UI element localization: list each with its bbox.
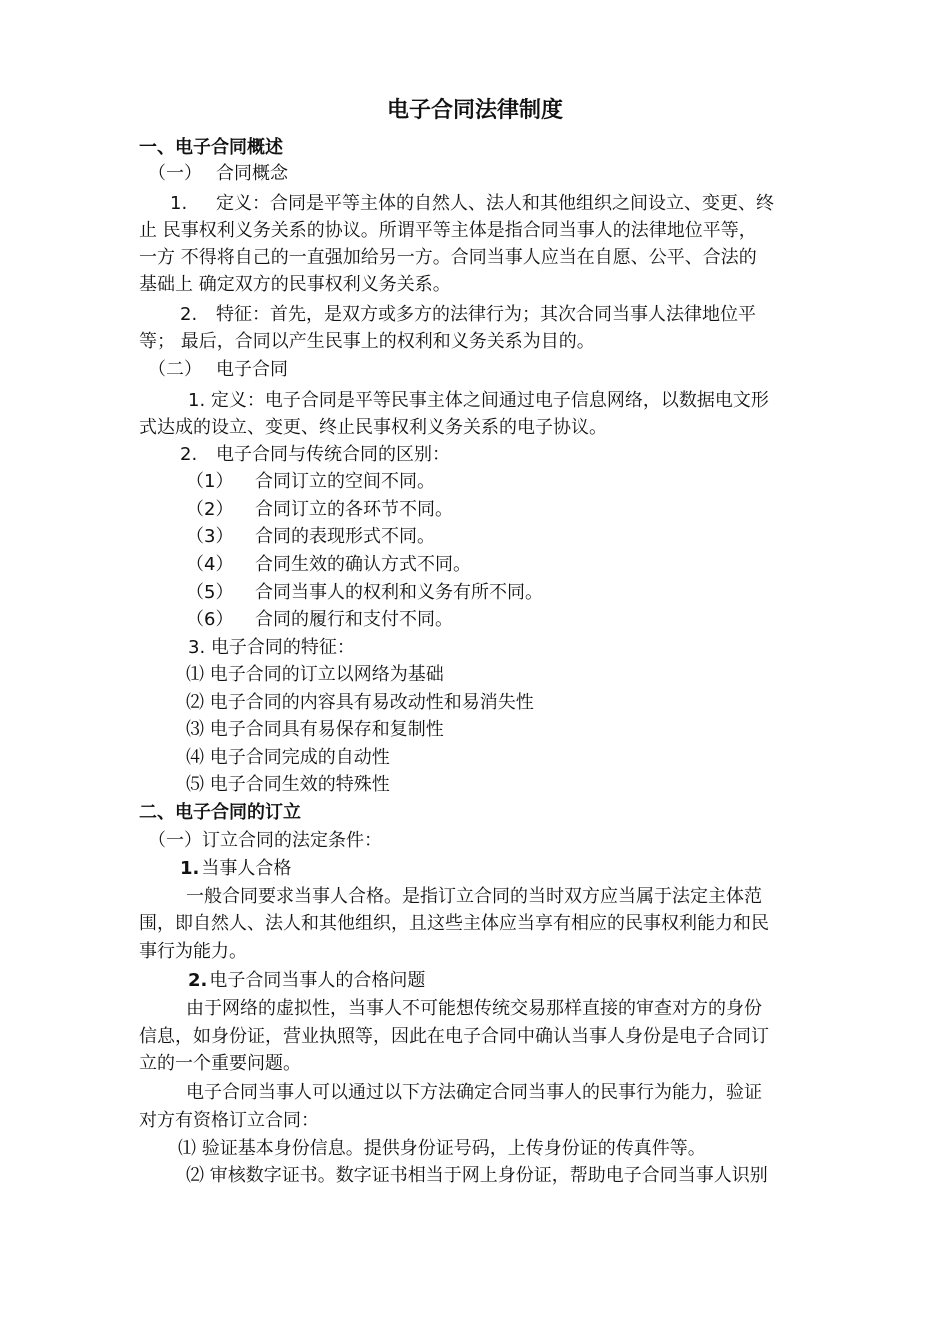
para-5-text: 3. 电子合同的特征： bbox=[188, 637, 355, 658]
subsection-2-label: 电子合同 bbox=[216, 359, 288, 380]
diff-marker: （2） bbox=[186, 499, 234, 520]
diff-marker: （1） bbox=[186, 471, 234, 492]
feature-item: ⑶ 电子合同具有易保存和复制性 bbox=[186, 719, 444, 740]
verification-para-line: 对方有资格订立合同： bbox=[139, 1110, 319, 1131]
verification-method: ⑵ 审核数字证书。数字证书相当于网上身份证，帮助电子合同当事人识别 bbox=[186, 1165, 768, 1186]
diff-marker: （3） bbox=[186, 526, 234, 547]
feature-item: ⑴ 电子合同的订立以网络为基础 bbox=[186, 664, 444, 685]
feature-item: ⑸ 电子合同生效的特殊性 bbox=[186, 774, 390, 795]
subsection-2-marker: （二） bbox=[148, 359, 202, 380]
para-3-line: 1. 定义：电子合同是平等民事主体之间通过电子信息网络，以数据电文形 bbox=[188, 390, 769, 411]
verification-method: ⑴ 验证基本身份信息。提供身份证号码，上传身份证的传真件等。 bbox=[178, 1138, 706, 1159]
verification-para-line: 电子合同当事人可以通过以下方法确定合同当事人的民事行为能力，验证 bbox=[186, 1082, 762, 1103]
diff-text: 合同订立的空间不同。 bbox=[255, 471, 435, 492]
para-2-marker: 2. bbox=[180, 304, 198, 325]
requirement-2-heading bbox=[188, 968, 425, 994]
para-2-line: 等； 最后，合同以产生民事上的权利和义务关系为目的。 bbox=[139, 331, 595, 352]
diff-marker: （4） bbox=[186, 554, 234, 575]
para-4-marker: 2. bbox=[180, 444, 198, 465]
para-1-line: 止 民事权利义务关系的协议。所谓平等主体是指合同当事人的法律地位平等， bbox=[139, 220, 757, 241]
subsection-1-marker: （一） bbox=[148, 163, 202, 184]
requirement-1-number: 1. bbox=[180, 858, 200, 879]
feature-item: ⑷ 电子合同完成的自动性 bbox=[186, 747, 390, 768]
requirement-1-para-line: 围，即自然人、法人和其他组织，且这些主体应当享有相应的民事权利能力和民 bbox=[139, 913, 769, 934]
subsection-1-label: 合同概念 bbox=[216, 163, 288, 184]
para-1-marker: 1. bbox=[170, 193, 188, 214]
document-title: 电子合同法律制度 bbox=[386, 98, 563, 123]
requirement-2-label: 电子合同当事人的合格问题 bbox=[209, 970, 426, 991]
requirement-1-label: 当事人合格 bbox=[201, 858, 292, 879]
diff-text: 合同订立的各环节不同。 bbox=[255, 499, 453, 520]
para-1-line: 定义：合同是平等主体的自然人、法人和其他组织之间设立、变更、终 bbox=[216, 193, 774, 214]
diff-text: 合同的表现形式不同。 bbox=[255, 526, 435, 547]
para-4-text: 电子合同与传统合同的区别： bbox=[216, 444, 450, 465]
requirement-2-number: 2. bbox=[188, 970, 208, 991]
requirement-2-para-line: 信息，如身份证，营业执照等，因此在电子合同中确认当事人身份是电子合同订 bbox=[139, 1026, 769, 1047]
subsection-heading: （一）订立合同的法定条件： bbox=[148, 830, 382, 851]
section-heading-1: 一、电子合同概述 bbox=[139, 137, 283, 158]
requirement-1-heading bbox=[180, 856, 291, 882]
para-3-line: 式达成的设立、变更、终止民事权利义务关系的电子协议。 bbox=[139, 417, 607, 438]
diff-text: 合同当事人的权利和义务有所不同。 bbox=[255, 582, 543, 603]
diff-marker: （6） bbox=[186, 609, 234, 630]
diff-text: 合同生效的确认方式不同。 bbox=[255, 554, 471, 575]
para-1-line: 基础上 确定双方的民事权利义务关系。 bbox=[139, 274, 451, 295]
para-2-line: 特征：首先，是双方或多方的法律行为；其次合同当事人法律地位平 bbox=[216, 304, 756, 325]
requirement-1-para-line: 事行为能力。 bbox=[139, 941, 247, 962]
diff-text: 合同的履行和支付不同。 bbox=[255, 609, 453, 630]
requirement-1-para-line: 一般合同要求当事人合格。是指订立合同的当时双方应当属于法定主体范 bbox=[186, 886, 762, 907]
diff-marker: （5） bbox=[186, 582, 234, 603]
section-heading-2: 二、电子合同的订立 bbox=[139, 802, 301, 823]
feature-item: ⑵ 电子合同的内容具有易改动性和易消失性 bbox=[186, 692, 534, 713]
requirement-2-para-line: 由于网络的虚拟性，当事人不可能想传统交易那样直接的审查对方的身份 bbox=[186, 998, 762, 1019]
para-1-line: 一方 不得将自己的一直强加给另一方。合同当事人应当在自愿、公平、合法的 bbox=[139, 247, 757, 268]
requirement-2-para-line: 立的一个重要问题。 bbox=[139, 1053, 301, 1074]
